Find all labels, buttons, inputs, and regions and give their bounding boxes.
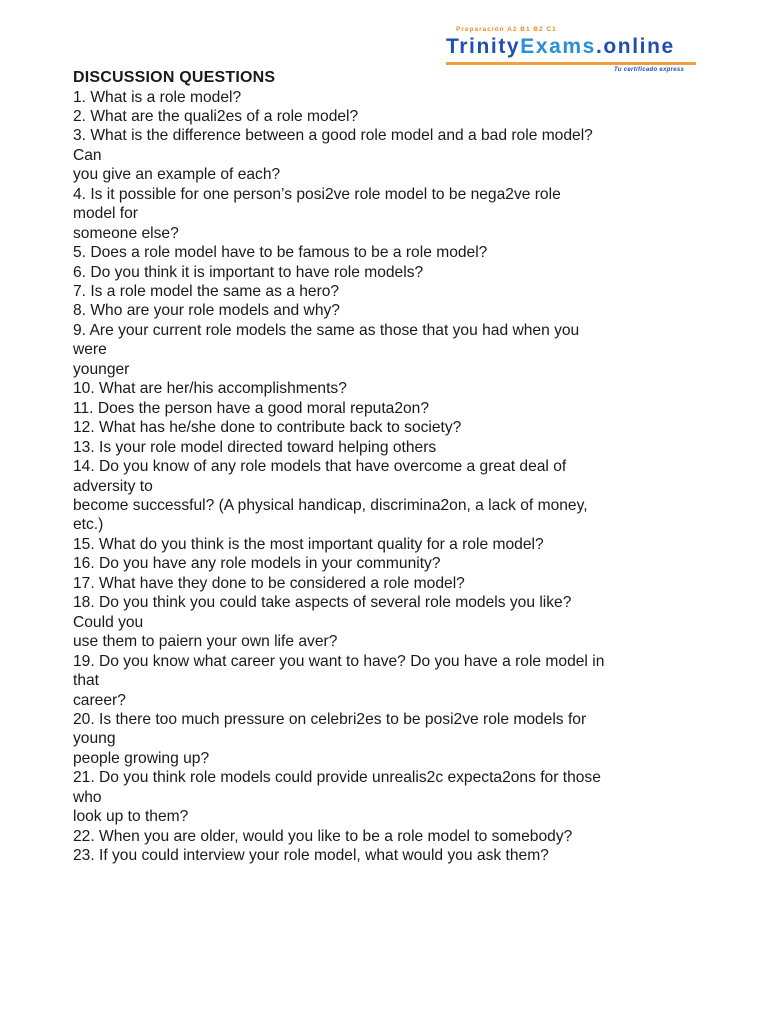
question-line: use them to paiern your own life aver?: [73, 633, 338, 651]
question-line: 11. Does the person have a good moral reputa2on?: [73, 399, 430, 417]
question-line: Can: [73, 146, 102, 164]
question-line: 8. Who are your role models and why?: [73, 302, 340, 320]
question-line: were: [73, 341, 107, 359]
question-line: 9. Are your current role models the same as those that you had when you: [73, 321, 580, 339]
question-line: 17. What have they done to be considered a role model?: [73, 574, 465, 592]
question-line: etc.): [73, 516, 104, 534]
question-list: [73, 88, 713, 866]
question-line: 18. Do you think you could take aspects of several role models you like?: [73, 594, 572, 612]
question-line: you give an example of each?: [73, 166, 281, 184]
question-line: who: [73, 788, 102, 806]
question-line: model for: [73, 205, 139, 223]
logo-underline-bar: [446, 62, 696, 65]
logo-name-part1: Trinity: [446, 35, 521, 58]
logo-wordmark: [446, 34, 675, 60]
logo-name-part2: Exams: [520, 35, 596, 58]
question-line: younger: [73, 360, 130, 378]
question-line: someone else?: [73, 224, 179, 242]
question-line: 2. What are the quali2es of a role model?: [73, 107, 359, 125]
question-line: career?: [73, 691, 126, 709]
question-line: 23. If you could interview your role model, what would you ask them?: [73, 847, 549, 865]
question-line: people growing up?: [73, 749, 210, 767]
question-line: 6. Do you think it is important to have role models?: [73, 263, 424, 281]
question-line: adversity to: [73, 477, 153, 495]
question-line: 15. What do you think is the most important quality for a role model?: [73, 535, 544, 553]
question-line: 7. Is a role model the same as a hero?: [73, 283, 340, 301]
question-line: 22. When you are older, would you like to be a role model to somebody?: [73, 827, 573, 845]
question-line: Could you: [73, 613, 144, 631]
question-line: young: [73, 730, 116, 748]
logo-name-part3: .online: [595, 35, 675, 58]
question-line: 19. Do you know what career you want to have? Do you have a role model in: [73, 652, 605, 670]
question-line: 10. What are her/his accomplishments?: [73, 380, 347, 398]
question-line: 5. Does a role model have to be famous to be a role model?: [73, 244, 488, 262]
question-line: 16. Do you have any role models in your community?: [73, 555, 441, 573]
question-line: that: [73, 672, 100, 690]
question-line: 20. Is there too much pressure on celebri2es to be posi2ve role models for: [73, 711, 587, 728]
question-line: 4. Is it possible for one person’s posi2ve role model to be nega2ve role: [73, 185, 561, 203]
question-line: 13. Is your role model directed toward helping others: [73, 438, 437, 456]
question-line: 12. What has he/she done to contribute back to society?: [73, 419, 462, 437]
question-line: 3. What is the difference between a good role model and a bad role model?: [73, 127, 593, 145]
logo-tagline: Tu certificado express: [614, 67, 685, 73]
question-line: 21. Do you think role models could provide unrealis2c expecta2ons for those: [73, 769, 601, 787]
document-content: [73, 68, 713, 866]
question-line: look up to them?: [73, 808, 189, 826]
logo-levels-text: Preparación A2 B1 B2 C1: [456, 26, 557, 33]
question-line: 1. What is a role model?: [73, 88, 242, 106]
question-line: 14. Do you know of any role models that have overcome a great deal of: [73, 458, 567, 476]
question-line: become successful? (A physical handicap, discrimina2on, a lack of money,: [73, 497, 588, 515]
document-heading: DISCUSSION QUESTIONS: [73, 69, 276, 86]
